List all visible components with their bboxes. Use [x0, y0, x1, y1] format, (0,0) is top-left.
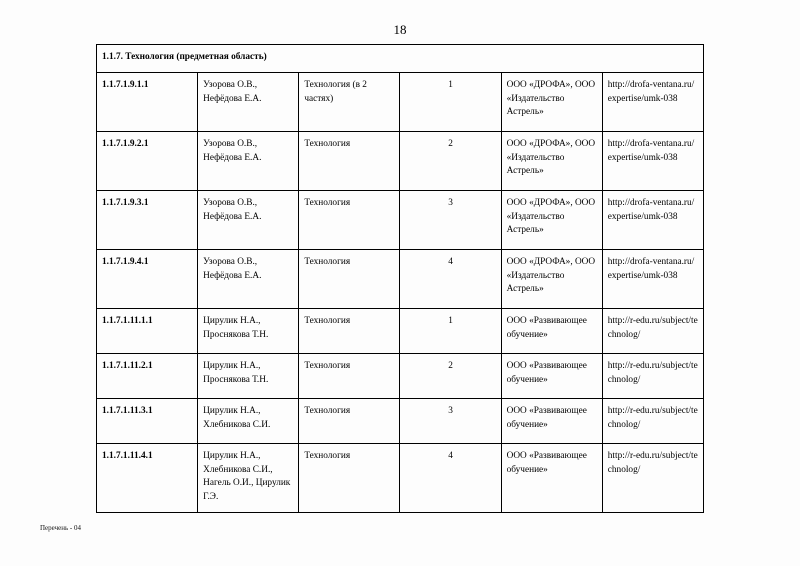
cell-title: Технология: [299, 399, 400, 444]
cell-title: Технология: [299, 250, 400, 309]
cell-author: Узорова О.В., Нефёдова Е.А.: [198, 73, 299, 132]
cell-url[interactable]: http://r-edu.ru/subject/technolog/: [602, 444, 703, 513]
cell-title: Технология: [299, 132, 400, 191]
cell-title: Технология: [299, 354, 400, 399]
textbook-table: [96, 44, 704, 513]
cell-url[interactable]: http://r-edu.ru/subject/technolog/: [602, 354, 703, 399]
cell-url[interactable]: http://drofa-ventana.ru/expertise/umk-038: [602, 191, 703, 250]
cell-code: 1.1.7.1.9.4.1: [97, 250, 198, 309]
table-row: [97, 399, 704, 444]
cell-publisher: ООО «Развивающее обучение»: [501, 354, 602, 399]
cell-code: 1.1.7.1.11.4.1: [97, 444, 198, 513]
table-row: [97, 354, 704, 399]
table-row: [97, 191, 704, 250]
cell-title: Технология: [299, 309, 400, 354]
cell-code: 1.1.7.1.11.1.1: [97, 309, 198, 354]
page-number: 18: [393, 22, 407, 37]
cell-publisher: ООО «ДРОФА», ООО «Издательство Астрель»: [501, 191, 602, 250]
cell-publisher: ООО «ДРОФА», ООО «Издательство Астрель»: [501, 73, 602, 132]
cell-code: 1.1.7.1.9.2.1: [97, 132, 198, 191]
cell-grade: 1: [400, 73, 501, 132]
cell-grade: 4: [400, 444, 501, 513]
cell-publisher: ООО «Развивающее обучение»: [501, 444, 602, 513]
cell-grade: 3: [400, 399, 501, 444]
cell-code: 1.1.7.1.9.3.1: [97, 191, 198, 250]
cell-title: Технология: [299, 191, 400, 250]
cell-author: Цирулик Н.А., Проснякова Т.Н.: [198, 309, 299, 354]
cell-publisher: ООО «ДРОФА», ООО «Издательство Астрель»: [501, 250, 602, 309]
cell-url[interactable]: http://r-edu.ru/subject/technolog/: [602, 399, 703, 444]
table-row: [97, 132, 704, 191]
textbook-table-container: [96, 44, 704, 513]
table-section-header-row: [97, 45, 704, 73]
cell-url[interactable]: http://r-edu.ru/subject/technolog/: [602, 309, 703, 354]
cell-author: Узорова О.В., Нефёдова Е.А.: [198, 132, 299, 191]
cell-publisher: ООО «Развивающее обучение»: [501, 399, 602, 444]
table-body: [97, 45, 704, 513]
cell-url[interactable]: http://drofa-ventana.ru/expertise/umk-038: [602, 73, 703, 132]
cell-code: 1.1.7.1.11.2.1: [97, 354, 198, 399]
cell-author: Узорова О.В., Нефёдова Е.А.: [198, 250, 299, 309]
cell-author: Узорова О.В., Нефёдова Е.А.: [198, 191, 299, 250]
cell-grade: 1: [400, 309, 501, 354]
cell-grade: 2: [400, 132, 501, 191]
cell-title: Технология (в 2 частях): [299, 73, 400, 132]
table-row: [97, 444, 704, 513]
footer-note: Перечень - 04: [40, 524, 81, 532]
table-row: [97, 73, 704, 132]
cell-code: 1.1.7.1.11.3.1: [97, 399, 198, 444]
cell-code: 1.1.7.1.9.1.1: [97, 73, 198, 132]
cell-grade: 2: [400, 354, 501, 399]
cell-url[interactable]: http://drofa-ventana.ru/expertise/umk-038: [602, 250, 703, 309]
table-row: [97, 309, 704, 354]
section-header-cell: 1.1.7. Технология (предметная область): [97, 45, 704, 73]
cell-author: Цирулик Н.А., Проснякова Т.Н.: [198, 354, 299, 399]
cell-grade: 4: [400, 250, 501, 309]
cell-publisher: ООО «ДРОФА», ООО «Издательство Астрель»: [501, 132, 602, 191]
cell-author: Цирулик Н.А., Хлебникова С.И.: [198, 399, 299, 444]
cell-title: Технология: [299, 444, 400, 513]
table-row: [97, 250, 704, 309]
cell-url[interactable]: http://drofa-ventana.ru/expertise/umk-038: [602, 132, 703, 191]
cell-publisher: ООО «Развивающее обучение»: [501, 309, 602, 354]
cell-author: Цирулик Н.А., Хлебникова С.И., Нагель О.И., Цирулик Г.Э.: [198, 444, 299, 513]
cell-grade: 3: [400, 191, 501, 250]
